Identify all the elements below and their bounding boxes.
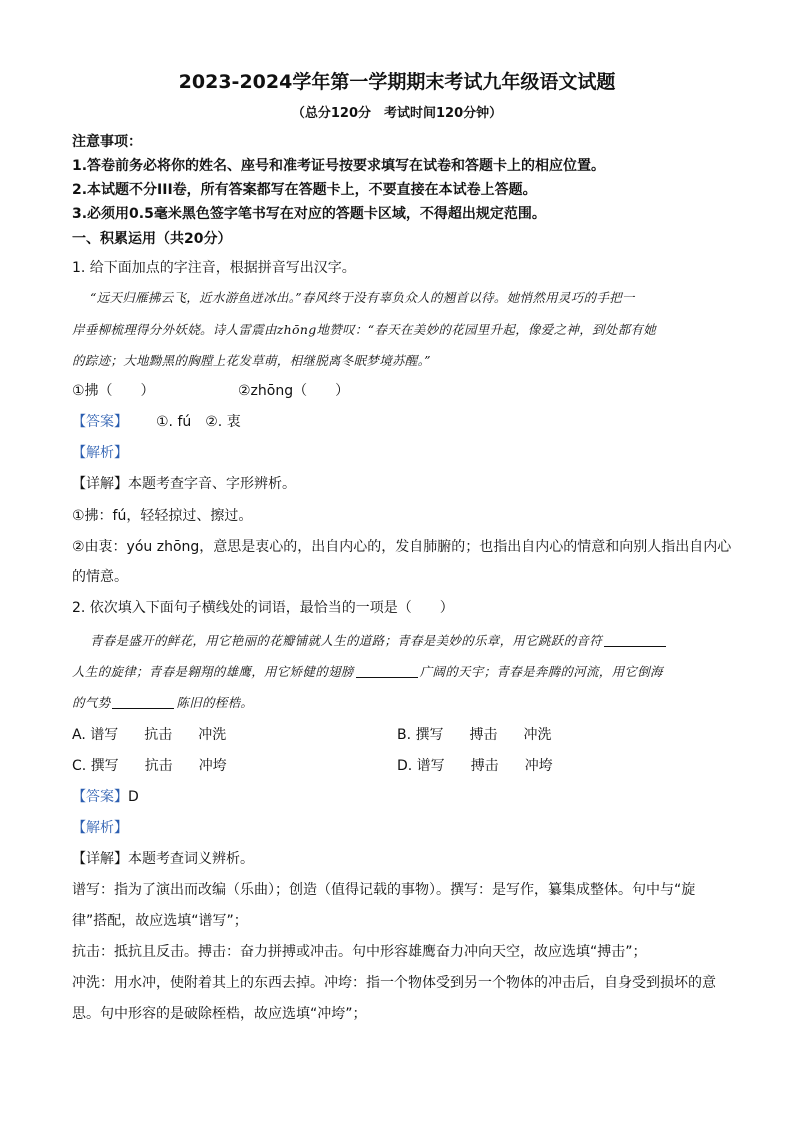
answer-line xyxy=(72,787,139,807)
question-1-blank-b: ②zhōng（ ） xyxy=(238,383,350,399)
detail-line xyxy=(72,474,296,494)
question-2-passage xyxy=(90,631,668,651)
option-word: 冲洗 xyxy=(198,727,227,743)
question-1-stem: 1. 给下面加点的字注音，根据拼音写出汉字。 xyxy=(72,260,356,276)
notice-item: 2.本试题不分III卷，所有答案都写在答题卡上，不要直接在本试卷上答题。 xyxy=(72,182,537,198)
question-1-blank-a: ①拂（ ） xyxy=(72,383,155,399)
detail-line: ②由衷：yóu zhōng，意思是衷心的，出自内心的，发自肺腑的；也指出自内心的情意和向别人指出自内心 xyxy=(72,539,732,555)
answer-line xyxy=(72,412,241,432)
passage-text: 广阔的天宇；青春是奔腾的河流，用它倒海 xyxy=(419,664,663,679)
question-1-passage: “远天归雁拂云飞，近水游鱼迸冰出。”春风终于没有辜负众人的翘首以待。她悄然用灵巧的手把一 xyxy=(90,290,635,305)
detail-line: 律”搭配，故应选填“谱写”； xyxy=(72,913,248,929)
analysis-tag: 【解析】 xyxy=(72,445,128,461)
detail-line: ①拂：fú，轻轻掠过、擦过。 xyxy=(72,508,253,524)
passage-text: 陈旧的桎梏。 xyxy=(176,695,254,710)
fill-blank xyxy=(604,632,666,647)
detail-line: 抗击：抵抗且反击。搏击：奋力拼搏或冲击。句中形容雄鹰奋力冲向天空，故应选填“搏击”； xyxy=(72,944,647,960)
option-b xyxy=(397,725,578,745)
detail-text: 本题考查词义辨析。 xyxy=(128,851,254,867)
passage-text: 人生的旋律；青春是翱翔的雄鹰，用它矫健的翅膀 xyxy=(72,664,354,679)
detail-line: 谱写：指为了演出而改编（乐曲）；创造（值得记载的事物）。撰写：是写作，纂集成整体。句中与“旋 xyxy=(72,882,696,898)
notice-item: 3.必须用0.5毫米黑色签字笔书写在对应的答题卡区域，不得超出规定范围。 xyxy=(72,206,546,222)
notice-item: 1.答卷前务必将你的姓名、座号和准考证号按要求填写在试卷和答题卡上的相应位置。 xyxy=(72,158,606,174)
fill-blank xyxy=(112,694,174,709)
detail-tag: 【详解】 xyxy=(72,851,128,867)
question-2-passage xyxy=(72,662,663,682)
detail-tag: 【详解】 xyxy=(72,476,128,492)
option-c xyxy=(72,756,253,776)
question-1-passage: 岸垂柳梳理得分外妖娆。诗人雷震由zhōng地赞叹：“春天在美妙的花园里升起，像爱之神，到处都有她 xyxy=(72,322,657,337)
analysis-tag: 【解析】 xyxy=(72,820,128,836)
option-word: 搏击 xyxy=(470,758,499,774)
detail-line: 的情意。 xyxy=(72,569,128,585)
option-label: B. 撰写 xyxy=(397,727,444,743)
passage-text: 的气势 xyxy=(72,695,111,710)
answer-text: ①. fú ②. 衷 xyxy=(156,414,241,430)
fill-blank xyxy=(356,663,418,678)
detail-line: 思。句中形容的是破除桎梏，故应选填“冲垮”； xyxy=(72,1006,367,1022)
detail-line: 冲洗：用水冲，使附着其上的东西去掉。冲垮：指一个物体受到另一个物体的冲击后，自身受到损坏的意 xyxy=(72,975,716,991)
detail-text: 本题考查字音、字形辨析。 xyxy=(128,476,296,492)
option-label: C. 撰写 xyxy=(72,758,119,774)
question-2-passage xyxy=(72,693,253,713)
option-word: 搏击 xyxy=(469,727,498,743)
passage-text: 青春是盛开的鲜花，用它艳丽的花瓣铺就人生的道路；青春是美妙的乐章，用它跳跃的音符 xyxy=(90,633,603,648)
question-2-stem: 2. 依次填入下面句子横线处的词语，最恰当的一项是（ ） xyxy=(72,600,454,616)
option-word: 抗击 xyxy=(144,758,173,774)
option-word: 冲垮 xyxy=(198,758,227,774)
section-heading: 一、积累运用（共20分） xyxy=(72,231,232,247)
option-word: 冲垮 xyxy=(524,758,553,774)
answer-tag: 【答案】 xyxy=(72,789,128,805)
option-label: D. 谱写 xyxy=(397,758,445,774)
option-a xyxy=(72,725,252,745)
answer-tag: 【答案】 xyxy=(72,414,128,430)
option-d xyxy=(397,756,579,776)
option-word: 抗击 xyxy=(144,727,173,743)
question-1-passage: 的踪迹；大地黝黑的胸膛上花发草萌，相继脱离冬眠梦境苏醒。” xyxy=(72,353,431,368)
option-word: 冲洗 xyxy=(523,727,552,743)
page-title: 2023-2024学年第一学期期末考试九年级语文试题 xyxy=(178,71,616,93)
option-label: A. 谱写 xyxy=(72,727,119,743)
page-subtitle: （总分120分 考试时间120分钟） xyxy=(291,106,503,121)
notice-heading: 注意事项： xyxy=(72,134,142,150)
detail-line xyxy=(72,849,254,869)
answer-text: D xyxy=(128,789,139,805)
